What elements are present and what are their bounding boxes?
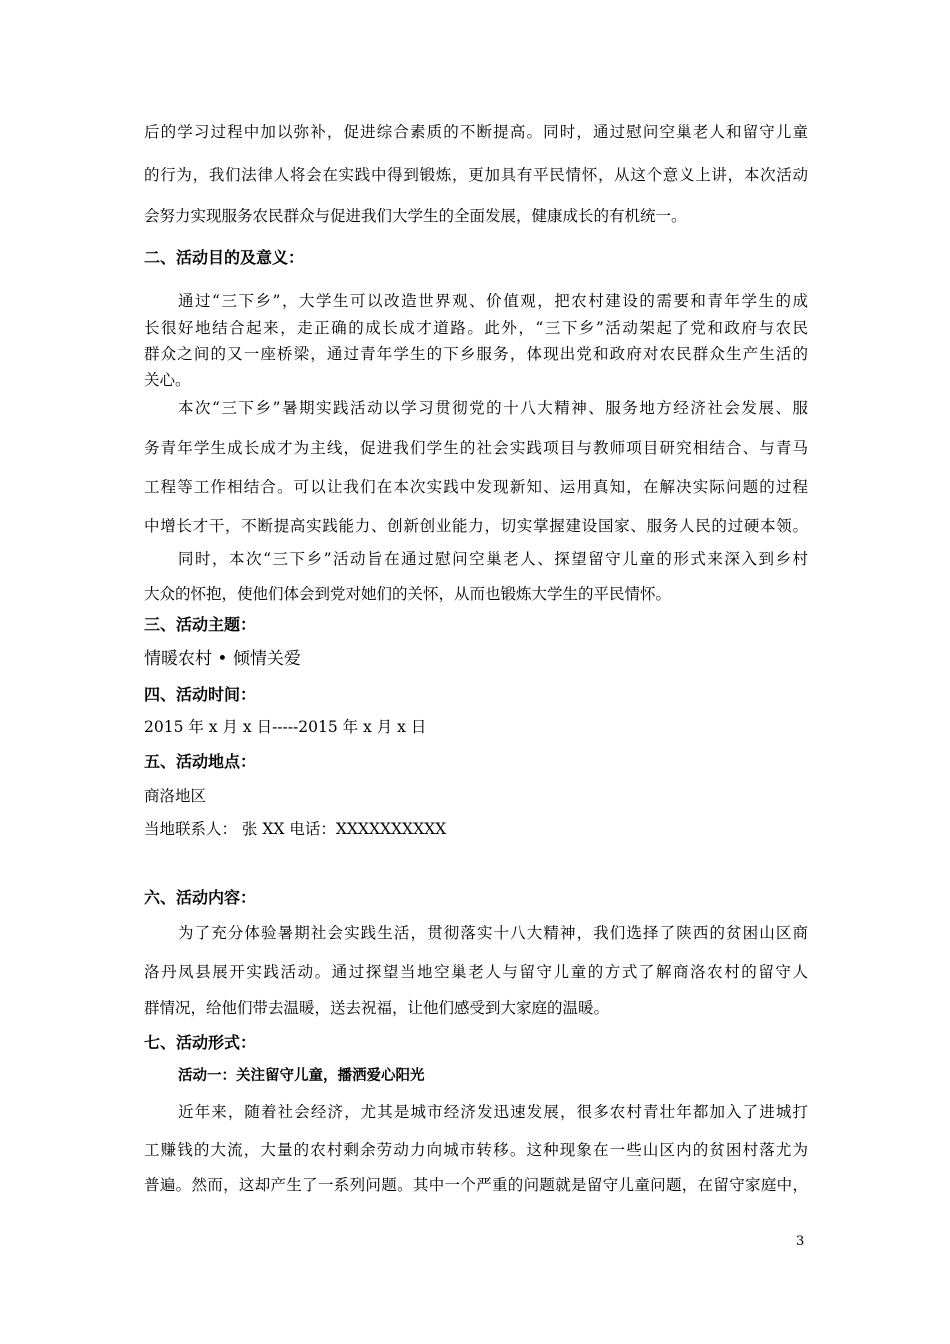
- paragraph-line: 会努力实现服务农民群众与促进我们大学生的全面发展，健康成长的有机统一。: [144, 207, 687, 225]
- paragraph-line: 通过“三下乡”，大学生可以改造世界观、价值观，把农村建设的需要和青年学生的成: [178, 292, 808, 310]
- activity-place: 商洛地区: [144, 787, 207, 805]
- paragraph-line: 群众之间的又一座桥梁，通过青年学生的下乡服务，体现出党和政府对农民群众生产生活的: [144, 345, 808, 363]
- paragraph-line: 洛丹凤县展开实践活动。通过探望当地空巢老人与留守儿童的方式了解商洛农村的留守人: [144, 963, 808, 981]
- activity-time: 2015 年 x 月 x 日-----2015 年 x 月 x 日: [144, 718, 427, 736]
- paragraph-line: 大众的怀抱，使他们体会到党对她们的关怀，从而也锻炼大学生的平民情怀。: [144, 585, 672, 603]
- paragraph-line: 的行为，我们法律人将会在实践中得到锻炼，更加具有平民情怀，从这个意义上讲，本次活动: [144, 166, 808, 184]
- paragraph-line: 务青年学生成长成才为主线，促进我们学生的社会实践项目与教师项目研究相结合、与青马: [144, 439, 808, 457]
- paragraph-line: 后的学习过程中加以弥补，促进综合素质的不断提高。同时，通过慰问空巢老人和留守儿童: [144, 123, 808, 141]
- activity-one-title: 活动一：关注留守儿童，播洒爱心阳光: [178, 1068, 425, 1084]
- paragraph-line: 关心。: [144, 371, 191, 389]
- section-heading-time: 四、活动时间：: [144, 685, 257, 704]
- paragraph-line: 本次“三下乡”暑期实践活动以学习贯彻党的十八大精神、服务地方经济社会发展、服: [178, 399, 808, 417]
- paragraph-line: 长很好地结合起来，走正确的成长成才道路。此外，“三下乡”活动架起了党和政府与农民: [144, 319, 808, 337]
- paragraph-line: 工赚钱的大流，大量的农村剩余劳动力向城市转移。这种现象在一些山区内的贫困村落尤为: [144, 1141, 808, 1159]
- section-heading-purpose: 二、活动目的及意义：: [144, 248, 305, 267]
- activity-theme: 情暖农村 • 倾情关爱: [144, 649, 301, 669]
- paragraph-line: 工程等工作相结合。可以让我们在本次实践中发现新知、运用真知，在解决实际问题的过程: [144, 478, 808, 496]
- paragraph-line: 同时，本次“三下乡”活动旨在通过慰问空巢老人、探望留守儿童的形式来深入到乡村: [178, 550, 808, 568]
- section-heading-place: 五、活动地点：: [144, 752, 257, 771]
- paragraph-line: 普遍。然而，这却产生了一系列问题。其中一个严重的问题就是留守儿童问题，在留守家庭中，: [144, 1176, 808, 1194]
- section-heading-form: 七、活动形式：: [144, 1033, 257, 1052]
- paragraph-line: 中增长才干，不断提高实践能力、创新创业能力，切实掌握建设国家、服务人民的过硬本领。: [144, 517, 808, 535]
- paragraph-line: 近年来，随着社会经济，尤其是城市经济发迅速发展，很多农村青壮年都加入了进城打: [178, 1103, 808, 1121]
- local-contact: 当地联系人： 张 XX 电话：XXXXXXXXXX: [144, 820, 447, 838]
- section-heading-content: 六、活动内容：: [144, 888, 257, 907]
- paragraph-line: 为了充分体验暑期社会实践生活，贯彻落实十八大精神，我们选择了陕西的贫困山区商: [178, 924, 808, 942]
- section-heading-theme: 三、活动主题：: [144, 615, 257, 634]
- paragraph-line: 群情况，给他们带去温暖，送去祝福，让他们感受到大家庭的温暖。: [144, 999, 610, 1017]
- page-number: 3: [796, 1234, 805, 1249]
